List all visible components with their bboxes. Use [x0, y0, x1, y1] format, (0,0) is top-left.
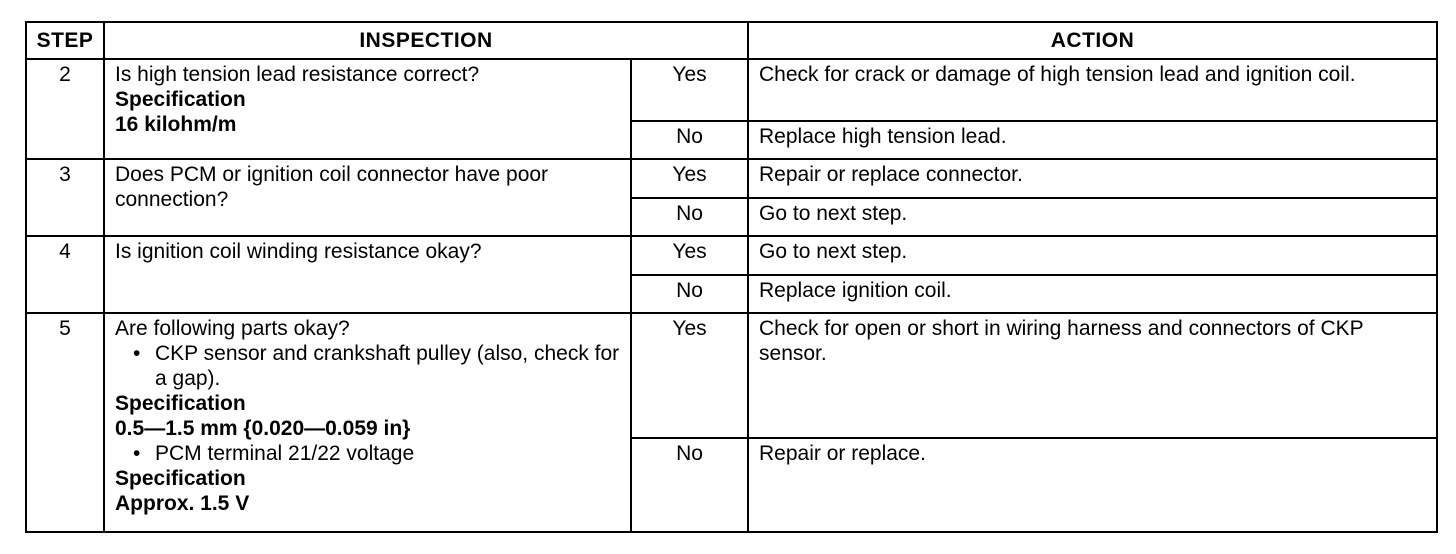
yes-action: Check for open or short in wiring harness and connectors of CKP sensor.	[748, 313, 1437, 438]
spec-value: Approx. 1.5 V	[115, 492, 250, 515]
no-action: Go to next step.	[748, 198, 1437, 236]
no-label: No	[631, 121, 748, 159]
inspection-question: Are following parts okay?	[115, 317, 350, 340]
bullet-item	[115, 341, 622, 391]
yes-label: Yes	[631, 59, 748, 121]
yes-label: Yes	[631, 159, 748, 198]
spec-label: Specification	[115, 467, 246, 490]
inspection-question: Is high tension lead resistance correct?	[115, 63, 480, 86]
yes-label: Yes	[631, 236, 748, 275]
step-number: 5	[26, 313, 104, 532]
no-action: Replace high tension lead.	[748, 121, 1437, 159]
table-row	[26, 313, 1437, 438]
step-number: 3	[26, 159, 104, 236]
header-step: STEP	[26, 22, 104, 59]
header-inspection: INSPECTION	[104, 22, 748, 59]
table-header-row	[26, 22, 1437, 59]
bullet-item	[115, 441, 622, 466]
step-number: 2	[26, 59, 104, 159]
no-label: No	[631, 438, 748, 532]
table-row	[26, 236, 1437, 275]
inspection-cell	[104, 313, 631, 532]
spec-label: Specification	[115, 392, 246, 415]
no-label: No	[631, 275, 748, 313]
inspection-question: Is ignition coil winding resistance okay?	[104, 236, 631, 313]
inspection-question: Does PCM or ignition coil connector have poor connection?	[104, 159, 631, 236]
yes-label: Yes	[631, 313, 748, 438]
yes-action: Check for crack or damage of high tension lead and ignition coil.	[748, 59, 1437, 121]
bullet-icon: •	[133, 442, 141, 465]
step-number: 4	[26, 236, 104, 313]
no-action: Repair or replace.	[748, 438, 1437, 532]
no-action: Replace ignition coil.	[748, 275, 1437, 313]
spec-label: Specification	[115, 88, 246, 111]
diagnostic-table	[25, 21, 1438, 533]
spec-value: 16 kilohm/m	[115, 113, 237, 136]
bullet-icon: •	[133, 342, 141, 365]
yes-action: Repair or replace connector.	[748, 159, 1437, 198]
inspection-cell	[104, 59, 631, 159]
spec-value: 0.5—1.5 mm {0.020—0.059 in}	[115, 417, 411, 440]
yes-action: Go to next step.	[748, 236, 1437, 275]
header-action: ACTION	[748, 22, 1437, 59]
bullet-text: PCM terminal 21/22 voltage	[155, 442, 415, 465]
table-row	[26, 59, 1437, 121]
bullet-text: CKP sensor and crankshaft pulley (also, check for a gap).	[155, 342, 620, 390]
no-label: No	[631, 198, 748, 236]
table-row	[26, 159, 1437, 198]
